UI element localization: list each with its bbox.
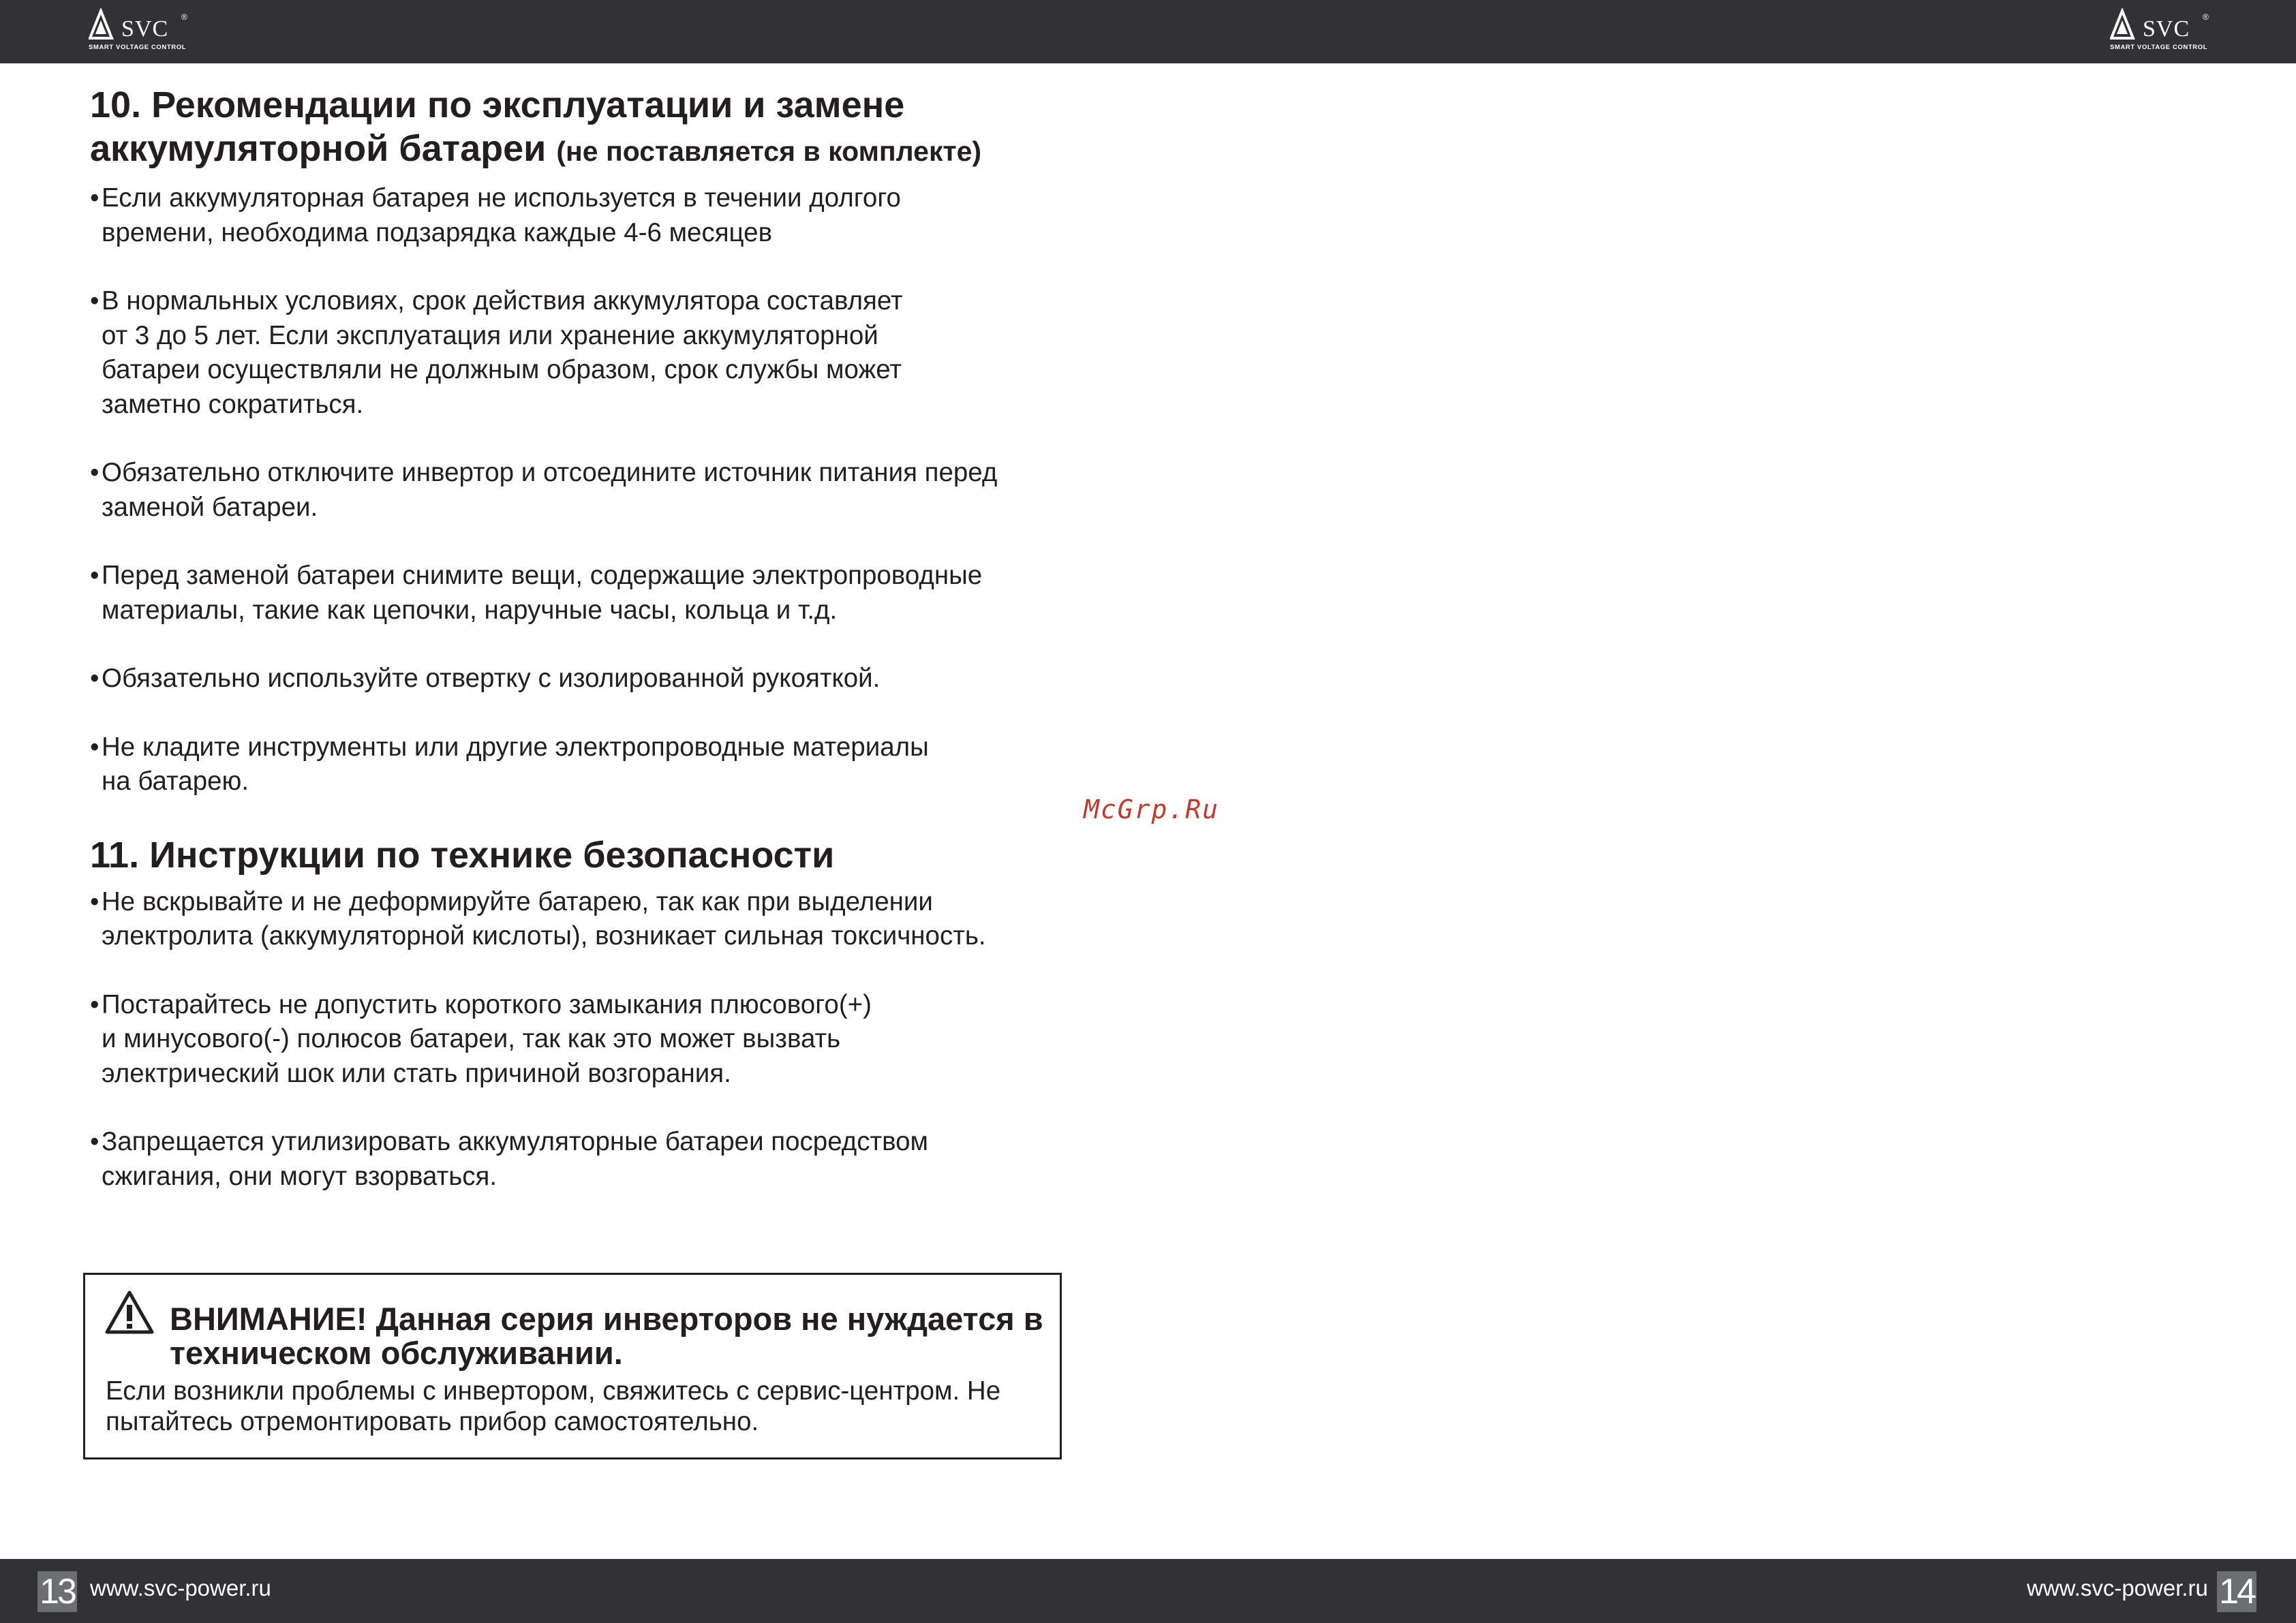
footer-url-left[interactable]: www.svc-power.ru <box>90 1575 271 1601</box>
list-item: • Обязательно отключите инвертор и отсоедините источник питания перед заменой батареи. <box>90 456 1071 525</box>
warning-title: ВНИМАНИЕ! Данная серия инверторов не нуждается в техническом обслуживании. <box>170 1301 1043 1371</box>
registered-icon: ® <box>2203 12 2209 22</box>
section11-title: 11. Инструкции по технике безопасности <box>90 834 835 876</box>
section10-title-main: 10. Рекомендации по эксплуатации и замене аккумуляторной батареи <box>90 84 905 169</box>
header-bar <box>0 0 2296 63</box>
list-item: • Постарайтесь не допустить короткого замыкания плюсового(+) и минусового(-) полюсов батареи, так как это может вызвать электрический шок или стать причиной возгорания. <box>90 988 1071 1092</box>
logo-brand: SVC <box>121 16 169 42</box>
list-item: • В нормальных условиях, срок действия аккумулятора составляет от 3 до 5 лет. Если эксплуатация или хранение аккумуляторной батареи осуществляли не должным образом, срок службы может заметно сократиться. <box>90 284 1071 422</box>
list-item: • Запрещается утилизировать аккумуляторные батареи посредством сжигания, они могут взорваться. <box>90 1125 1071 1194</box>
list-item: • Не вскрывайте и не деформируйте батарею, так как при выделении электролита (аккумуляторной кислоты), возникает сильная токсичность. <box>90 885 1071 954</box>
svc-logo-mark-icon <box>89 8 123 41</box>
list-item: • Перед заменой батареи снимите вещи, содержащие электропроводные материалы, такие как цепочки, наручные часы, кольца и т.д. <box>90 559 1071 628</box>
svc-logo-right <box>2110 8 2212 53</box>
footer-bar <box>0 1559 2296 1623</box>
svc-logo-mark-icon <box>2110 8 2144 41</box>
list-item: • Если аккумуляторная батарея не используется в течении долгого времени, необходима подзарядка каждые 4-6 месяцев <box>90 181 1071 250</box>
warning-box <box>83 1273 1062 1459</box>
logo-tagline: SMART VOLTAGE CONTROL <box>89 44 187 51</box>
warning-text: Если возникли проблемы с инвертором, свяжитесь с сервис-центром. Не пытайтесь отремонтировать прибор самостоятельно. <box>106 1376 1001 1436</box>
logo-brand: SVC <box>2143 16 2190 42</box>
list-item: • Обязательно используйте отвертку с изолированной рукояткой. <box>90 662 1071 696</box>
registered-icon: ® <box>181 12 187 22</box>
watermark-link[interactable]: McGrp.Ru <box>1084 794 1220 824</box>
footer-url-right[interactable]: www.svc-power.ru <box>2027 1575 2208 1601</box>
svc-logo-left <box>89 8 191 53</box>
list-item: • Не кладите инструменты или другие электропроводные материалы на батарею. <box>90 730 1071 799</box>
logo-tagline: SMART VOLTAGE CONTROL <box>2110 44 2208 51</box>
warning-triangle-icon <box>104 1290 155 1335</box>
page-number-right: 14 <box>2217 1571 2256 1612</box>
section10-title <box>90 83 1071 173</box>
page-number-left: 13 <box>37 1571 77 1612</box>
section10-list <box>90 181 1071 799</box>
section10-title-note: (не поставляется в комплекте) <box>556 136 982 167</box>
page-content <box>90 83 1071 1228</box>
section11-list <box>90 885 1071 1194</box>
